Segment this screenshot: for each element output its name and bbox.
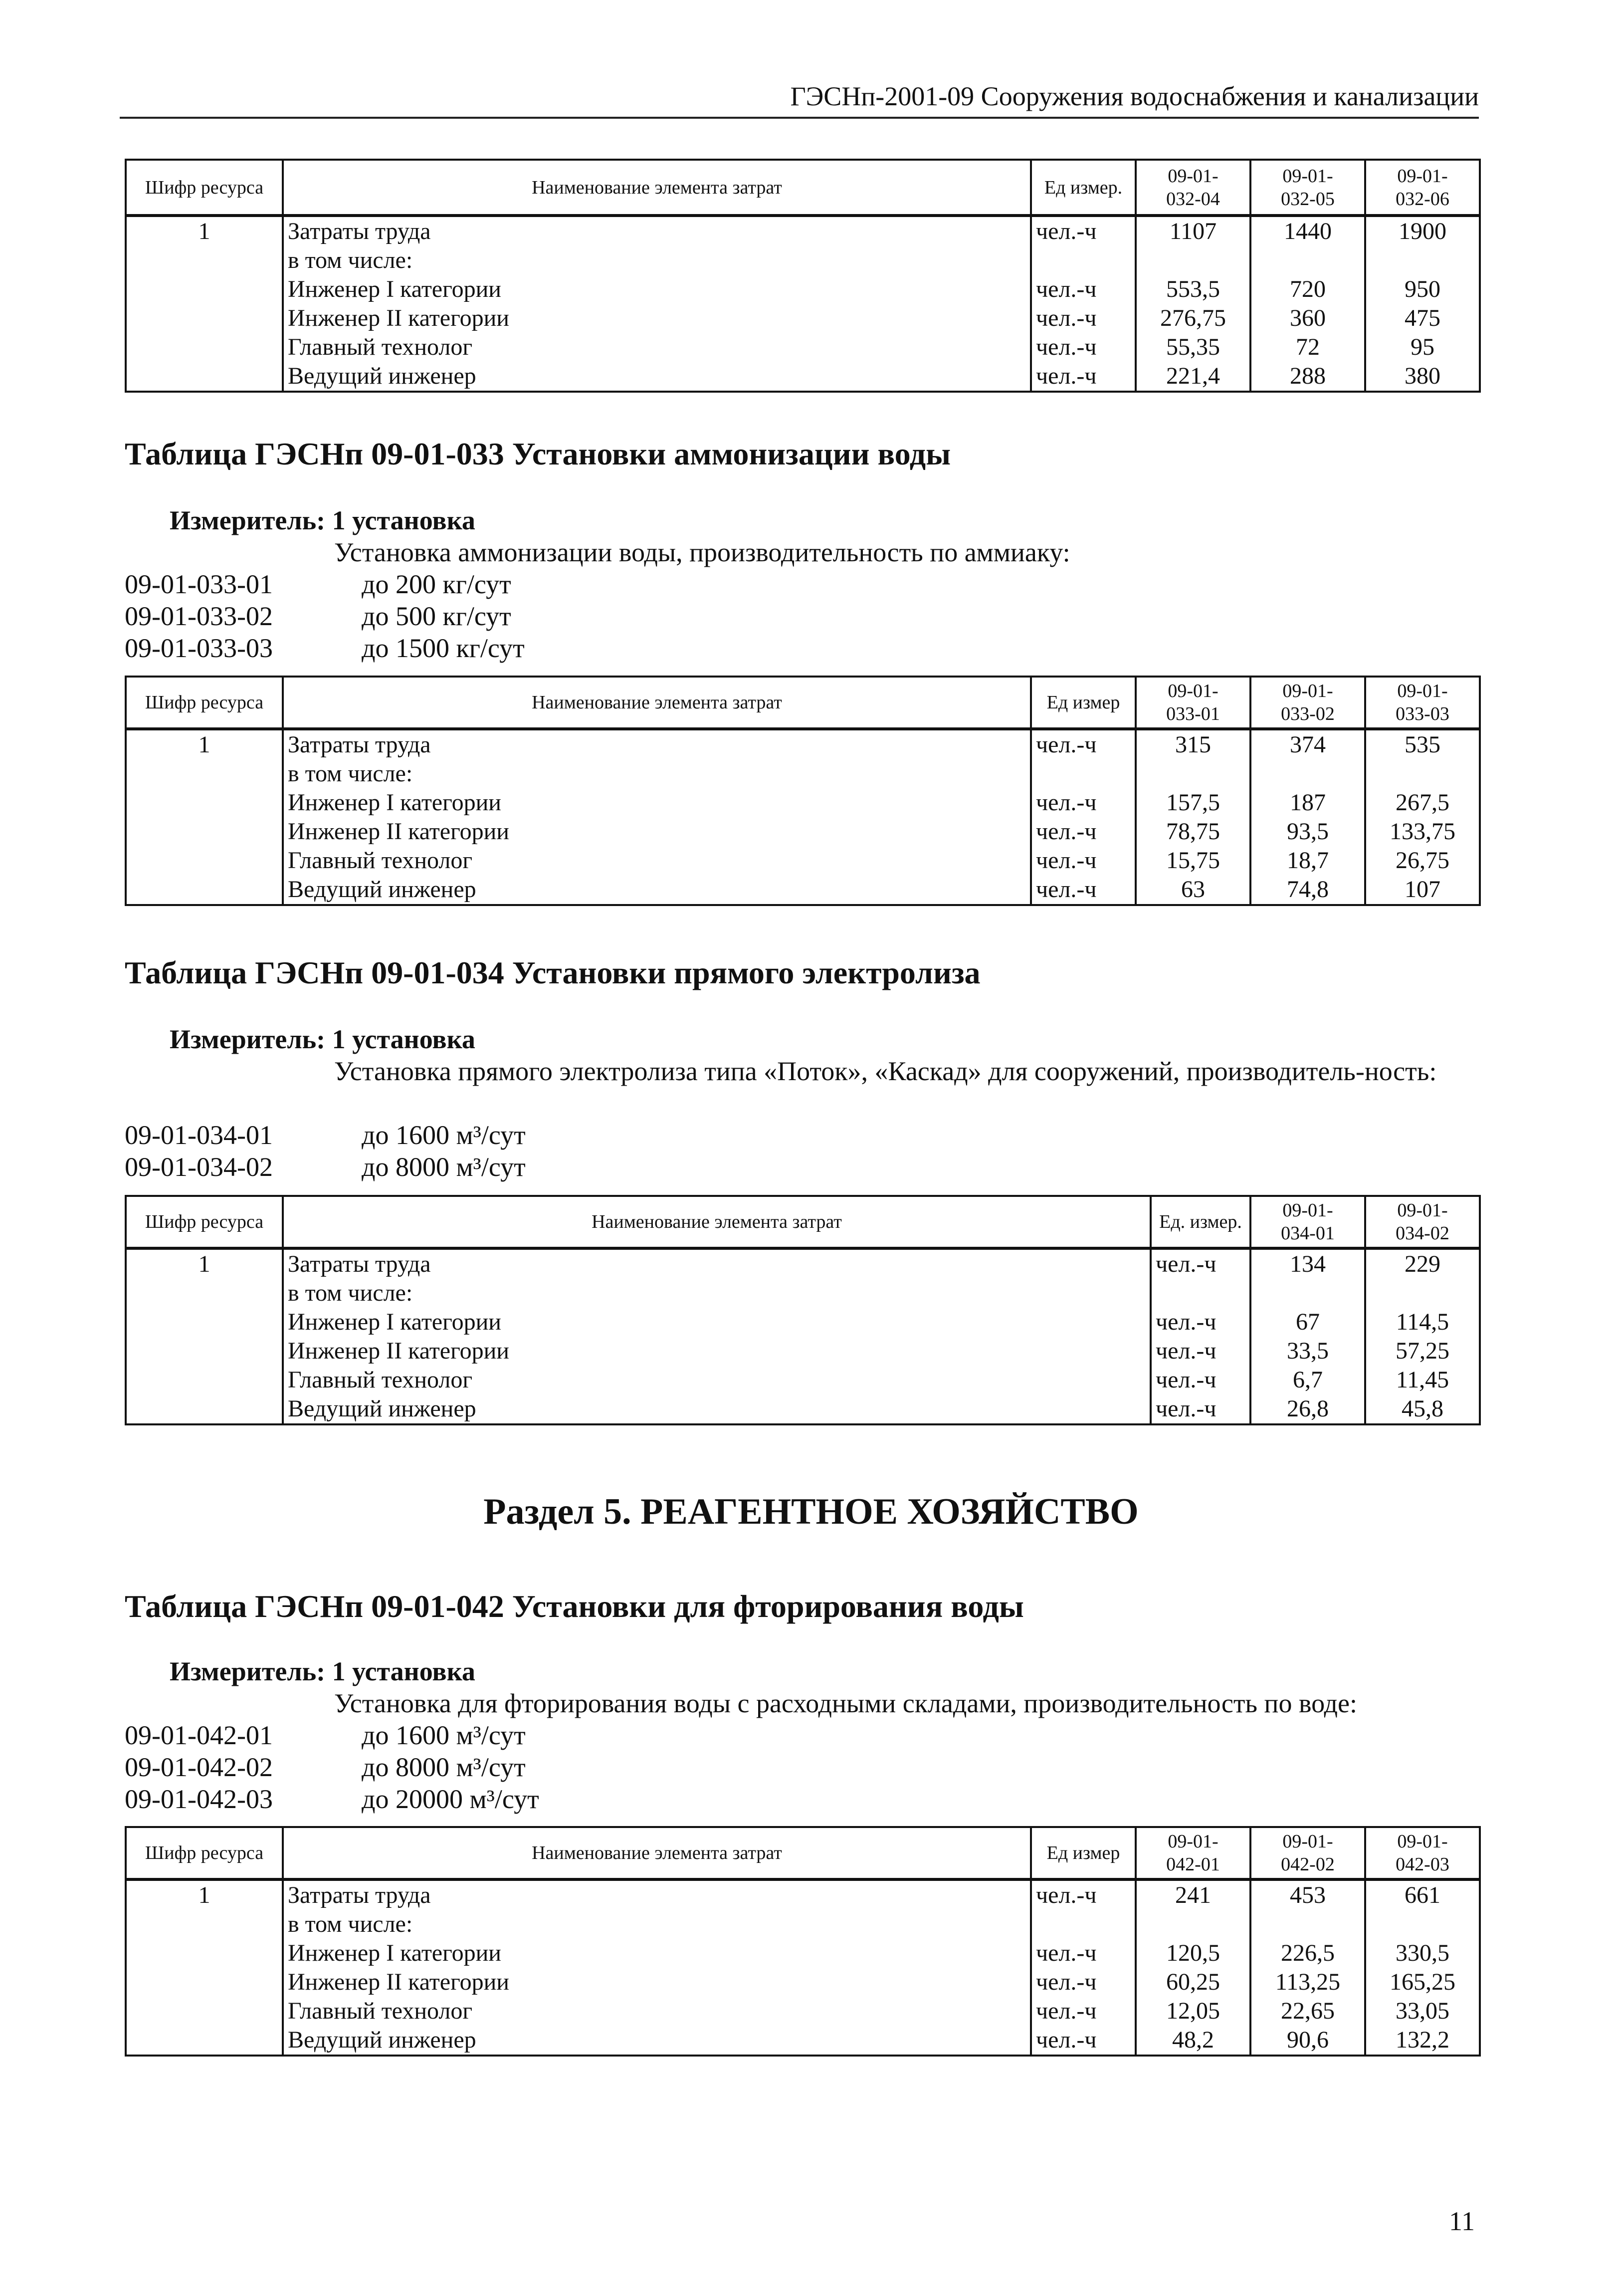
value-cell: 1107 xyxy=(1136,216,1250,246)
resource-code-cell xyxy=(126,304,283,333)
value-cell: 374 xyxy=(1250,729,1365,759)
header-code-column: 09-01- 033-02 xyxy=(1250,677,1365,729)
value-cell: 221,4 xyxy=(1136,362,1250,392)
unit-cell: чел.-ч xyxy=(1031,2026,1136,2056)
cost-element-cell: Ведущий инженер xyxy=(283,1394,1151,1424)
code-line: 09-01-042-03 до 20000 м³/сут xyxy=(125,1784,539,1814)
resource-code-cell xyxy=(126,788,283,817)
code-line: 09-01-033-01 до 200 кг/сут xyxy=(125,569,511,599)
running-header: ГЭСНп-2001-09 Сооружения водоснабжения и канализации xyxy=(120,79,1479,119)
value-cell: 11,45 xyxy=(1365,1366,1480,1394)
value-cell: 157,5 xyxy=(1136,788,1250,817)
resource-code-cell: 1 xyxy=(126,729,283,759)
cost-element-cell: Инженер II категории xyxy=(283,1337,1151,1366)
value-cell: 360 xyxy=(1250,304,1365,333)
table-title-033: Таблица ГЭСНп 09-01-033 Установки аммонизации воды xyxy=(125,436,951,471)
resource-code-cell xyxy=(126,1308,283,1337)
page-number: 11 xyxy=(1449,2206,1475,2236)
cost-element-cell: в том числе: xyxy=(283,1279,1151,1308)
value-cell: 74,8 xyxy=(1250,875,1365,905)
header-cost-element: Наименование элемента затрат xyxy=(283,1196,1151,1248)
header-code-column: 09-01- 033-03 xyxy=(1365,677,1480,729)
table-row xyxy=(126,1279,1480,1308)
cost-element-cell: в том числе: xyxy=(283,759,1031,788)
resource-code-cell xyxy=(126,1910,283,1939)
resource-code-cell: 1 xyxy=(126,216,283,246)
value-cell: 267,5 xyxy=(1365,788,1480,817)
header-code-column: 09-01- 032-04 xyxy=(1136,160,1250,216)
cost-element-cell: Ведущий инженер xyxy=(283,2026,1031,2056)
cost-element-cell: Инженер II категории xyxy=(283,1968,1031,1997)
table-row xyxy=(126,304,1480,333)
value-cell xyxy=(1136,1910,1250,1939)
unit-cell: чел.-ч xyxy=(1031,788,1136,817)
cost-element-cell: Главный технолог xyxy=(283,1366,1151,1394)
table-title-034: Таблица ГЭСНп 09-01-034 Установки прямого электролиза xyxy=(125,955,981,990)
measure-042: Измеритель: 1 установка xyxy=(170,1656,475,1686)
code-line: 09-01-034-02 до 8000 м³/сут xyxy=(125,1152,526,1182)
value-cell: 113,25 xyxy=(1250,1968,1365,1997)
value-cell: 22,65 xyxy=(1250,1997,1365,2026)
resource-code-cell xyxy=(126,1968,283,1997)
header-code-column: 09-01- 033-01 xyxy=(1136,677,1250,729)
code-line: 09-01-033-03 до 1500 кг/сут xyxy=(125,633,525,663)
value-cell: 661 xyxy=(1365,1879,1480,1910)
description-033: Установка аммонизации воды, производительность по аммиаку: xyxy=(334,537,1070,567)
value-cell: 553,5 xyxy=(1136,275,1250,304)
header-code-column: 09-01- 042-02 xyxy=(1250,1827,1365,1879)
value-cell: 107 xyxy=(1365,875,1480,905)
resource-code-cell xyxy=(126,1997,283,2026)
value-cell xyxy=(1365,1279,1480,1308)
description-042: Установка для фторирования воды с расходными складами, производительность по воде: xyxy=(334,1688,1357,1718)
cost-table-042 xyxy=(125,1826,1481,2057)
header-code-column: 09-01- 032-06 xyxy=(1365,160,1480,216)
resource-code-cell xyxy=(126,817,283,846)
cost-element-cell: Инженер I категории xyxy=(283,788,1031,817)
code-line: 09-01-042-02 до 8000 м³/сут xyxy=(125,1752,526,1782)
value-cell: 453 xyxy=(1250,1879,1365,1910)
unit-cell: чел.-ч xyxy=(1151,1394,1250,1424)
value-cell: 18,7 xyxy=(1250,846,1365,875)
header-resource-code: Шифр ресурса xyxy=(126,1196,283,1248)
value-cell: 165,25 xyxy=(1365,1968,1480,1997)
resource-code-cell xyxy=(126,875,283,905)
unit-cell: чел.-ч xyxy=(1031,1968,1136,1997)
value-cell xyxy=(1250,1910,1365,1939)
cost-element-cell: Главный технолог xyxy=(283,1997,1031,2026)
value-cell: 380 xyxy=(1365,362,1480,392)
value-cell: 6,7 xyxy=(1250,1366,1365,1394)
value-cell xyxy=(1250,246,1365,275)
value-cell: 95 xyxy=(1365,333,1480,362)
value-cell: 57,25 xyxy=(1365,1337,1480,1366)
header-cost-element: Наименование элемента затрат xyxy=(283,160,1031,216)
table-row xyxy=(126,1308,1480,1337)
header-resource-code: Шифр ресурса xyxy=(126,1827,283,1879)
value-cell xyxy=(1250,1279,1365,1308)
table-row xyxy=(126,275,1480,304)
table-row xyxy=(126,759,1480,788)
unit-cell xyxy=(1031,759,1136,788)
table-row xyxy=(126,216,1480,246)
cost-element-cell: Главный технолог xyxy=(283,333,1031,362)
table-row xyxy=(126,788,1480,817)
table-row xyxy=(126,362,1480,392)
cost-element-cell: Инженер I категории xyxy=(283,1308,1151,1337)
cost-element-cell: Затраты труда xyxy=(283,216,1031,246)
measure-033: Измеритель: 1 установка xyxy=(170,505,475,535)
value-cell xyxy=(1365,759,1480,788)
value-cell xyxy=(1250,759,1365,788)
value-cell: 67 xyxy=(1250,1308,1365,1337)
value-cell: 330,5 xyxy=(1365,1939,1480,1968)
unit-cell: чел.-ч xyxy=(1031,333,1136,362)
unit-cell xyxy=(1151,1279,1250,1308)
description-034: Установка прямого электролиза типа «Поток», «Каскад» для сооружений, производитель-ность: xyxy=(334,1056,1437,1086)
value-cell: 475 xyxy=(1365,304,1480,333)
cost-element-cell: Затраты труда xyxy=(283,1879,1031,1910)
value-cell: 45,8 xyxy=(1365,1394,1480,1424)
table-row xyxy=(126,2026,1480,2056)
resource-code-cell xyxy=(126,246,283,275)
table-title-042: Таблица ГЭСНп 09-01-042 Установки для фторирования воды xyxy=(125,1589,1024,1624)
value-cell: 63 xyxy=(1136,875,1250,905)
value-cell xyxy=(1365,246,1480,275)
cost-element-cell: Ведущий инженер xyxy=(283,875,1031,905)
header-code-column: 09-01- 032-05 xyxy=(1250,160,1365,216)
header-cost-element: Наименование элемента затрат xyxy=(283,1827,1031,1879)
unit-cell: чел.-ч xyxy=(1151,1366,1250,1394)
table-row xyxy=(126,817,1480,846)
value-cell: 315 xyxy=(1136,729,1250,759)
header-code-column: 09-01- 042-03 xyxy=(1365,1827,1480,1879)
value-cell: 120,5 xyxy=(1136,1939,1250,1968)
header-code-column: 09-01- 034-01 xyxy=(1250,1196,1365,1248)
cost-element-cell: Затраты труда xyxy=(283,729,1031,759)
value-cell: 133,75 xyxy=(1365,817,1480,846)
value-cell: 134 xyxy=(1250,1248,1365,1279)
value-cell: 226,5 xyxy=(1250,1939,1365,1968)
value-cell: 132,2 xyxy=(1365,2026,1480,2056)
unit-cell: чел.-ч xyxy=(1031,304,1136,333)
value-cell: 12,05 xyxy=(1136,1997,1250,2026)
table-row xyxy=(126,1337,1480,1366)
unit-cell: чел.-ч xyxy=(1031,875,1136,905)
value-cell: 72 xyxy=(1250,333,1365,362)
resource-code-cell xyxy=(126,2026,283,2056)
value-cell: 1900 xyxy=(1365,216,1480,246)
table-row xyxy=(126,1879,1480,1910)
resource-code-cell xyxy=(126,1337,283,1366)
unit-cell: чел.-ч xyxy=(1031,817,1136,846)
value-cell: 33,05 xyxy=(1365,1997,1480,2026)
table-row xyxy=(126,246,1480,275)
cost-element-cell: Инженер I категории xyxy=(283,1939,1031,1968)
cost-element-cell: Инженер II категории xyxy=(283,304,1031,333)
code-line: 09-01-034-01 до 1600 м³/сут xyxy=(125,1120,526,1150)
resource-code-cell xyxy=(126,275,283,304)
header-unit: Ед измер. xyxy=(1031,160,1136,216)
cost-element-cell: Затраты труда xyxy=(283,1248,1151,1279)
value-cell xyxy=(1365,1910,1480,1939)
cost-element-cell: в том числе: xyxy=(283,246,1031,275)
table-row xyxy=(126,1968,1480,1997)
unit-cell xyxy=(1031,246,1136,275)
resource-code-cell: 1 xyxy=(126,1248,283,1279)
table-row xyxy=(126,1394,1480,1424)
unit-cell: чел.-ч xyxy=(1031,1939,1136,1968)
resource-code-cell xyxy=(126,1394,283,1424)
header-unit: Ед. измер. xyxy=(1151,1196,1250,1248)
table-row xyxy=(126,1997,1480,2026)
value-cell xyxy=(1136,759,1250,788)
table-row xyxy=(126,1248,1480,1279)
value-cell xyxy=(1136,246,1250,275)
code-line: 09-01-042-01 до 1600 м³/сут xyxy=(125,1720,526,1750)
cost-element-cell: Инженер II категории xyxy=(283,817,1031,846)
value-cell: 288 xyxy=(1250,362,1365,392)
cost-element-cell: в том числе: xyxy=(283,1910,1031,1939)
value-cell: 950 xyxy=(1365,275,1480,304)
cost-table-034 xyxy=(125,1195,1481,1425)
value-cell: 15,75 xyxy=(1136,846,1250,875)
value-cell: 229 xyxy=(1365,1248,1480,1279)
unit-cell: чел.-ч xyxy=(1031,846,1136,875)
header-code-column: 09-01- 034-02 xyxy=(1365,1196,1480,1248)
code-line: 09-01-033-02 до 500 кг/сут xyxy=(125,601,511,631)
resource-code-cell: 1 xyxy=(126,1879,283,1910)
header-unit: Ед измер xyxy=(1031,1827,1136,1879)
unit-cell: чел.-ч xyxy=(1151,1308,1250,1337)
value-cell: 33,5 xyxy=(1250,1337,1365,1366)
value-cell: 1440 xyxy=(1250,216,1365,246)
table-row xyxy=(126,729,1480,759)
header-resource-code: Шифр ресурса xyxy=(126,160,283,216)
value-cell: 187 xyxy=(1250,788,1365,817)
cost-element-cell: Главный технолог xyxy=(283,846,1031,875)
cost-table-032 xyxy=(125,159,1481,393)
unit-cell: чел.-ч xyxy=(1031,275,1136,304)
resource-code-cell xyxy=(126,362,283,392)
resource-code-cell xyxy=(126,1939,283,1968)
cost-element-cell: Инженер I категории xyxy=(283,275,1031,304)
resource-code-cell xyxy=(126,1366,283,1394)
table-row xyxy=(126,1939,1480,1968)
unit-cell: чел.-ч xyxy=(1031,1997,1136,2026)
resource-code-cell xyxy=(126,846,283,875)
value-cell: 114,5 xyxy=(1365,1308,1480,1337)
value-cell: 60,25 xyxy=(1136,1968,1250,1997)
value-cell: 535 xyxy=(1365,729,1480,759)
value-cell: 90,6 xyxy=(1250,2026,1365,2056)
unit-cell xyxy=(1031,1910,1136,1939)
unit-cell: чел.-ч xyxy=(1031,216,1136,246)
unit-cell: чел.-ч xyxy=(1151,1337,1250,1366)
resource-code-cell xyxy=(126,1279,283,1308)
unit-cell: чел.-ч xyxy=(1031,729,1136,759)
section-heading: Раздел 5. РЕАГЕНТНОЕ ХОЗЯЙСТВО xyxy=(483,1491,1139,1532)
unit-cell: чел.-ч xyxy=(1031,362,1136,392)
cost-element-cell: Ведущий инженер xyxy=(283,362,1031,392)
value-cell: 26,75 xyxy=(1365,846,1480,875)
header-resource-code: Шифр ресурса xyxy=(126,677,283,729)
header-cost-element: Наименование элемента затрат xyxy=(283,677,1031,729)
header-code-column: 09-01- 042-01 xyxy=(1136,1827,1250,1879)
value-cell: 241 xyxy=(1136,1879,1250,1910)
value-cell: 276,75 xyxy=(1136,304,1250,333)
table-row xyxy=(126,875,1480,905)
value-cell: 78,75 xyxy=(1136,817,1250,846)
value-cell: 48,2 xyxy=(1136,2026,1250,2056)
unit-cell: чел.-ч xyxy=(1151,1248,1250,1279)
table-row xyxy=(126,846,1480,875)
resource-code-cell xyxy=(126,759,283,788)
cost-table-033 xyxy=(125,676,1481,906)
table-row xyxy=(126,1366,1480,1394)
resource-code-cell xyxy=(126,333,283,362)
header-unit: Ед измер xyxy=(1031,677,1136,729)
table-row xyxy=(126,1910,1480,1939)
value-cell: 26,8 xyxy=(1250,1394,1365,1424)
table-row xyxy=(126,333,1480,362)
value-cell: 55,35 xyxy=(1136,333,1250,362)
measure-034: Измеритель: 1 установка xyxy=(170,1024,475,1054)
value-cell: 720 xyxy=(1250,275,1365,304)
unit-cell: чел.-ч xyxy=(1031,1879,1136,1910)
value-cell: 93,5 xyxy=(1250,817,1365,846)
